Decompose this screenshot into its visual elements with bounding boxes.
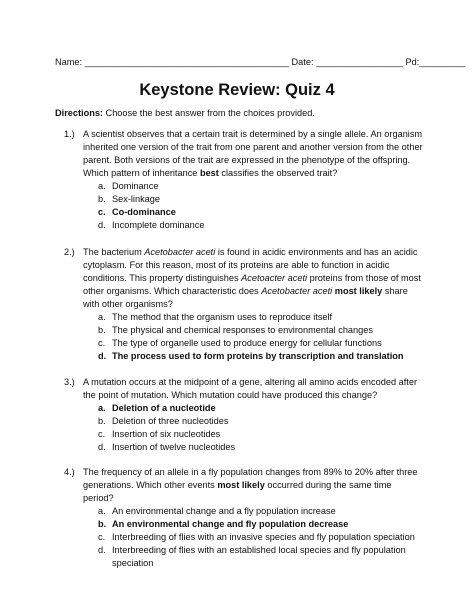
question-2-number: 2.) [64,247,75,257]
choice-text: Deletion of three nucleotides [112,416,229,426]
choice-text: Incomplete dominance [112,220,205,230]
choice-letter: c. [98,429,106,439]
question-2-text-part: The bacterium [83,247,145,257]
choice-a[interactable] [98,180,424,193]
question-1-number: 1.) [64,129,75,139]
choice-letter: b. [98,194,106,204]
question-1-choices [64,180,424,232]
choice-text: The physical and chemical responses to environmental changes [112,325,373,335]
choice-b[interactable] [98,193,424,206]
question-1 [64,128,424,232]
question-3-number: 3.) [64,377,75,387]
choice-letter: d. [98,545,106,555]
choice-letter: d. [98,442,106,452]
choice-c[interactable] [98,428,424,441]
choice-text: Dominance [112,181,159,191]
page-title: Keystone Review: Quiz 4 [139,81,335,99]
choice-d[interactable] [98,350,424,363]
question-3-text [64,376,424,402]
question-1-text-part: classifies the observed trait? [218,168,338,178]
choice-letter: a. [98,403,106,413]
choice-text: Deletion of a nucleotide [112,403,216,413]
student-info-line: Name: ________________________________________ Date: _________________ Pd:_________ [55,57,466,67]
question-1-emphasis: best [199,168,219,178]
question-3-choices [64,402,424,454]
species-name: Acetoacter aceti [241,273,308,283]
choice-a[interactable] [98,402,424,415]
question-3 [64,376,424,454]
choice-text: The method that the organism uses to reproduce itself [112,312,333,322]
question-2-text-part: proteins from those of most other organisms. Which characteristic does [83,273,421,296]
choice-letter: a. [98,506,106,516]
question-2-choices [64,311,424,363]
choice-text: Insertion of twelve nucleotides [112,442,236,452]
choice-letter: c. [98,207,106,217]
directions-label: Directions: [55,108,103,118]
choice-c[interactable] [98,206,424,219]
choice-text: Insertion of six nucleotides [112,429,221,439]
choice-letter: c. [98,338,106,348]
choice-text: Interbreeding of flies with an established local species and fly population speciation [112,545,406,568]
choice-letter: b. [98,519,107,529]
question-4-text-part: The frequency of an allele in a fly population changes from 89% to 20% after three generations. Which other events [83,467,418,490]
choice-letter: d. [98,351,107,361]
choice-letter: a. [98,312,106,322]
question-1-text-part: A scientist observes that a certain trait is determined by a single allele. An organism inherited one version of the trait from one parent and another version from the other parent. Both versions of the trait are expressed in the phenotype of the offspring. Which pattern of inheritance [83,129,423,178]
species-name: Acetobacter aceti [144,247,216,257]
question-4 [64,466,424,570]
choice-text: Co-dominance [112,207,176,217]
question-2-text-part: is found in acidic environments and has an acidic cytoplasm. For this reason, most of its proteins are able to function in acidic conditions. This property distinguishes [83,247,418,283]
choice-letter: b. [98,416,106,426]
choice-c[interactable] [98,337,424,350]
question-4-number: 4.) [64,467,75,477]
question-4-text-part: occurred during the same time period? [83,480,392,503]
choice-text: The process used to form proteins by transcription and translation [112,351,404,361]
choice-text: An environmental change and fly population decrease [112,519,349,529]
question-3-text-part: A mutation occurs at the midpoint of a gene, altering all amino acids encoded after the point of mutation. Which mutation could have produced this change? [83,377,418,400]
choice-a[interactable] [98,505,424,518]
question-2 [64,246,424,363]
choice-text: Interbreeding of flies with an invasive species and fly population speciation [112,532,415,542]
choice-c[interactable] [98,531,424,544]
choice-b[interactable] [98,415,424,428]
species-name: Acetobacter aceti [261,286,333,296]
directions [55,107,434,120]
directions-text: Choose the best answer from the choices provided. [103,108,315,118]
choice-letter: a. [98,181,106,191]
choice-b[interactable] [98,518,424,531]
choice-letter: b. [98,325,106,335]
choice-b[interactable] [98,324,424,337]
choice-a[interactable] [98,311,424,324]
choice-letter: c. [98,532,106,542]
question-4-text [64,466,424,505]
choice-letter: d. [98,220,106,230]
question-2-text [64,246,424,311]
choice-d[interactable] [98,544,424,570]
question-4-choices [64,505,424,570]
question-2-text-part: share with other organisms? [83,286,408,309]
choice-d[interactable] [98,219,424,232]
question-4-emphasis: most likely [217,480,265,490]
choice-text: The type of organelle used to produce energy for cellular functions [112,338,382,348]
question-1-text [64,128,424,180]
choice-d[interactable] [98,441,424,454]
choice-text: An environmental change and a fly population increase [112,506,336,516]
question-2-emphasis: most likely [334,286,383,296]
choice-text: Sex-linkage [112,194,161,204]
